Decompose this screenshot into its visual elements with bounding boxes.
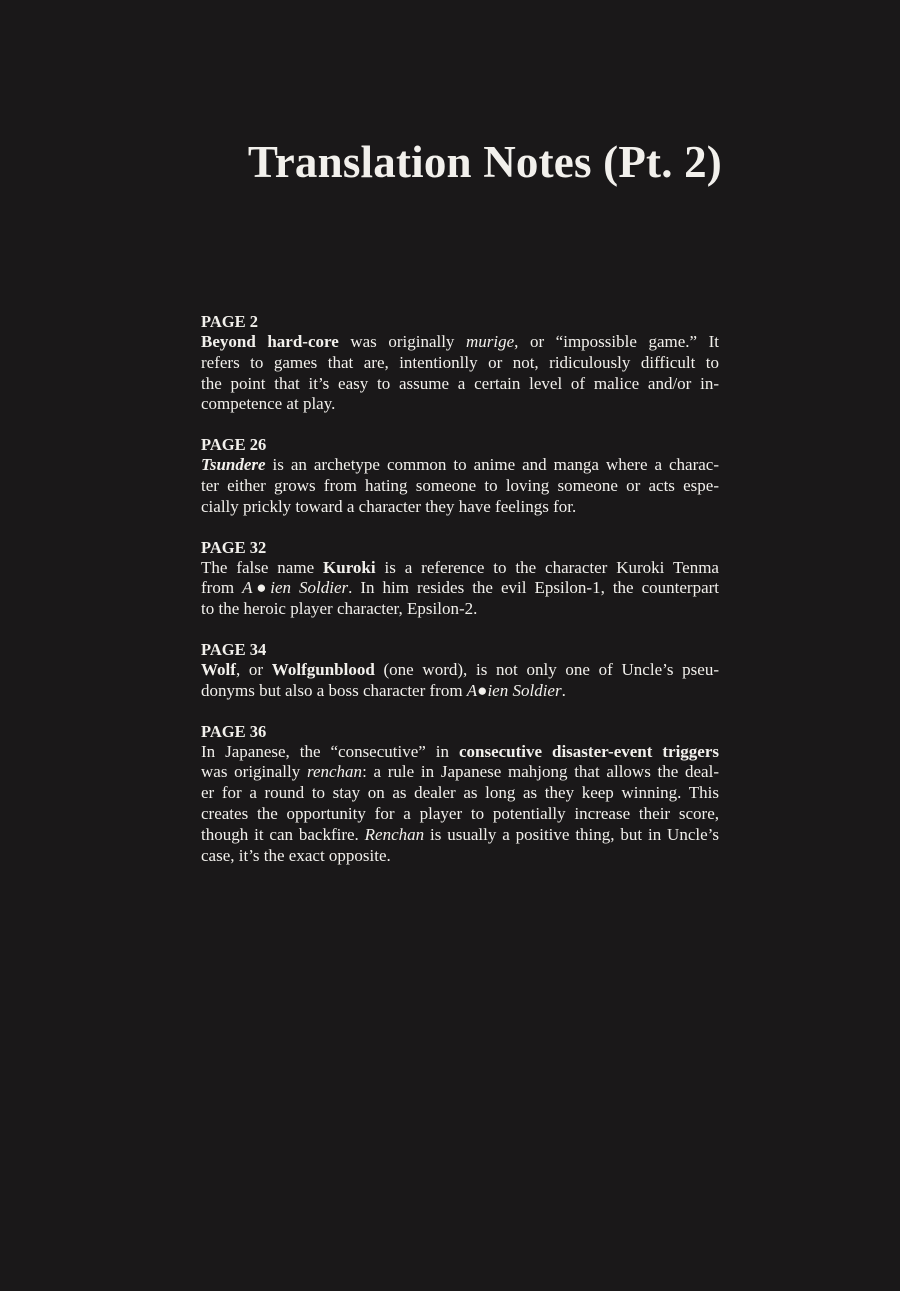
emphasized-term: Beyond hard-core <box>201 332 339 351</box>
note-text-line <box>201 374 719 395</box>
note-text-line <box>201 846 719 867</box>
note-text: is an archetype common to anime and manga where a charac- <box>265 455 719 475</box>
note-text: , or “impossible game.” It <box>514 332 719 351</box>
note-text: was originally <box>338 332 466 351</box>
note-text: er for a round to stay on as dealer as long as they keep winning. This <box>201 783 719 803</box>
note-text-line <box>201 599 719 620</box>
note-text-line <box>201 660 719 681</box>
translation-note <box>201 434 719 517</box>
emphasized-term: Wolfgunblood <box>271 659 375 679</box>
translation-note <box>201 639 719 702</box>
page-title: Translation Notes (Pt. 2) <box>247 137 722 187</box>
note-text: is usually a positive thing, but in Uncle’s <box>424 824 719 844</box>
emphasized-term: murige <box>466 332 515 351</box>
note-text: : a rule in Japanese mahjong that allows the deal- <box>362 762 719 782</box>
note-text-line <box>201 353 719 374</box>
note-text-line <box>201 681 719 702</box>
note-text: though it can backfire. <box>201 824 365 844</box>
note-page-heading: PAGE 34 <box>201 639 267 659</box>
note-text: was originally <box>201 762 307 782</box>
note-text-line <box>201 783 719 804</box>
emphasized-term: Tsundere <box>201 455 266 475</box>
note-text-line <box>201 825 719 846</box>
note-text: is a reference to the character Kuroki Tenma <box>375 557 719 577</box>
translation-note <box>201 311 719 415</box>
note-text: . In him resides the evil Epsilon-1, the counterpart <box>348 578 720 598</box>
note-text: The false name <box>201 557 324 577</box>
note-page-heading: PAGE 26 <box>201 435 267 455</box>
note-text: competence at play. <box>201 394 336 414</box>
note-text-line <box>201 762 719 783</box>
emphasized-term: Renchan <box>364 824 425 844</box>
note-text: (one word), is not only one of Uncle’s pseu- <box>374 659 719 679</box>
emphasized-term: Wolf <box>201 659 236 679</box>
notes-list <box>201 311 719 885</box>
note-text: , or <box>235 659 272 679</box>
note-page-heading: PAGE 32 <box>201 537 267 557</box>
note-text: cially prickly toward a character they have feelings for. <box>201 496 577 516</box>
emphasized-term: consecutive disaster-event triggers <box>458 741 719 761</box>
emphasized-term: A●ien Soldier <box>242 578 349 598</box>
note-text: refers to games that are, intentionlly or not, ridiculously difficult to <box>201 352 719 372</box>
translation-note <box>201 537 719 620</box>
note-text: ter either grows from hating someone to loving someone or acts espe- <box>201 475 719 495</box>
note-page-heading: PAGE 36 <box>201 721 267 741</box>
note-page-heading: PAGE 2 <box>201 312 258 331</box>
note-text-line <box>201 455 719 476</box>
translation-note <box>201 721 719 867</box>
note-text: . <box>561 680 566 700</box>
note-text-line <box>201 394 719 415</box>
emphasized-term: renchan <box>306 762 363 782</box>
note-text-line <box>201 332 719 353</box>
note-text-line <box>201 578 719 599</box>
note-text-line <box>201 476 719 497</box>
emphasized-term: A●ien Soldier <box>466 680 562 700</box>
note-text: to the heroic player character, Epsilon-2. <box>201 599 478 619</box>
note-text: donyms but also a boss character from <box>201 680 467 700</box>
note-text: the point that it’s easy to assume a certain level of malice and/or in- <box>201 373 719 393</box>
emphasized-term: Kuroki <box>323 557 376 577</box>
note-text: from <box>201 578 243 598</box>
note-text-line <box>201 497 719 518</box>
note-text-line <box>201 742 719 763</box>
note-text: case, it’s the exact opposite. <box>201 845 391 865</box>
note-text: In Japanese, the “consecutive” in <box>201 741 459 761</box>
note-text-line <box>201 558 719 579</box>
note-text-line <box>201 804 719 825</box>
note-text: creates the opportunity for a player to potentially increase their score, <box>201 803 719 823</box>
